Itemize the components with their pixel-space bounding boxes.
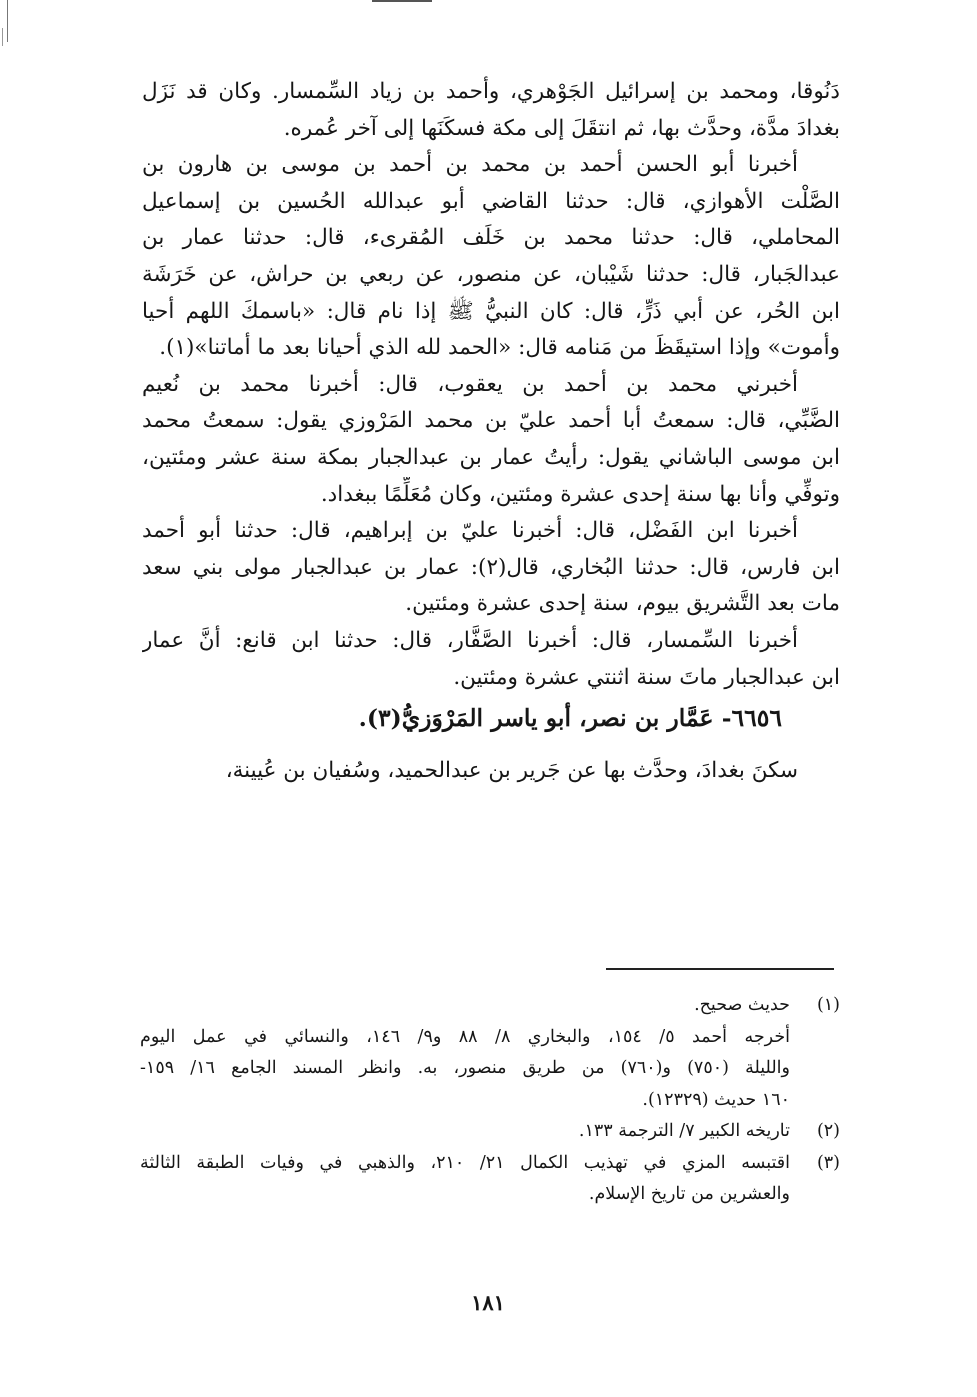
footnote-number: (١) bbox=[816, 995, 840, 1015]
text-line: ابن موسى الباشاني يقول: رأيتُ عمار بن عبدالجبار بمكة سنة عشر ومئتين، bbox=[142, 444, 840, 470]
footnote bbox=[140, 990, 840, 1116]
text-line: ابن فارس، قال: حدثنا البُخاري، قال(٢): عمار بن عبدالجبار مولى بني سعد bbox=[142, 554, 840, 580]
paragraph bbox=[142, 513, 840, 623]
footnote-separator bbox=[606, 968, 834, 970]
text-line: ابن عبدالجبار ماتَ سنة اثنتي عشرة ومئتين. bbox=[453, 664, 840, 690]
text-line: والليلة (٧٥٠) و(٧٦٠) من طريق منصور، به. وانظر المسند الجامع ١٦/ ١٥٩- bbox=[140, 1058, 790, 1078]
text-line: دَنُوقا، ومحمد بن إسرائيل الجَوْهري، وأحمد بن زياد السِّمسار. وكان قد نَزَل bbox=[142, 79, 840, 104]
text-line: أخبرنا ابن الفَضْل، قال: أخبرنا عليّ بن إبراهيم، قال: حدثنا أبو أحمد bbox=[142, 518, 798, 544]
text-line: المحاملي، قال: حدثنا محمد بن خَلَف المُقرىء، قال: حدثنا عمار بن bbox=[142, 225, 840, 251]
main-text bbox=[142, 74, 840, 789]
text-line: مات بعد التَّشريق بيوم، سنة إحدى عشرة ومئتين. bbox=[405, 591, 840, 617]
footnote bbox=[140, 1116, 840, 1148]
text-line: أخبرنا السِّمسار، قال: أخبرنا الصَّفَّار، قال: حدثنا ابن قانع: أنَّ عمار bbox=[142, 627, 798, 653]
footnote-number: (٢) bbox=[816, 1121, 840, 1141]
text-line: أخبرنا أبو الحسن أحمد بن محمد بن أحمد بن موسى بن هارون بن bbox=[142, 152, 798, 178]
footnote-text bbox=[140, 1148, 790, 1211]
text-line: اقتبسه المزي في تهذيب الكمال ٢١/ ٢١٠، والذهبي في وفيات الطبقة الثالثة bbox=[140, 1152, 790, 1173]
text-line: تاريخه الكبير ٧/ الترجمة ١٣٣. bbox=[578, 1121, 790, 1141]
text-line: الصَّلْت الأهوازي، قال: حدثنا القاضي أبو عبدالله الحُسين بن إسماعيل bbox=[142, 188, 840, 214]
text-line: عبدالجَبار، قال: حدثنا شَيْبان، عن منصور، عن ربعي بن حراش، عن خَرَشَة bbox=[142, 261, 840, 287]
paragraph bbox=[142, 74, 840, 147]
paragraph bbox=[142, 367, 840, 513]
footnote-text bbox=[140, 1116, 790, 1148]
text-line: الضَّبِّي، قال: سمعتُ أبا أحمد عليّ بن محمد المَرْوزي يقول: سمعتُ محمد bbox=[142, 408, 840, 434]
footnotes bbox=[140, 990, 840, 1211]
footnote-number: (٣) bbox=[816, 1152, 840, 1173]
footnote bbox=[140, 1148, 840, 1211]
text-line: سكنَ بغدادَ، وحدَّث بها عن جَرير بن عبدالحميد، وسُفيان بن عُيينة، bbox=[225, 757, 798, 783]
text-line: والعشرين من تاريخ الإسلام. bbox=[588, 1184, 790, 1204]
text-line: بغدادَ مدَّة، وحدَّث بها، ثم انتقَلَ إلى مكة فسكَنَها إلى آخر عُمره. bbox=[283, 115, 840, 141]
text-line: وأموت» وإذا استيقَظَ من مَنامه قال: «الحمد لله الذي أحيانا بعد ما أماتنا»(١). bbox=[159, 335, 840, 361]
scan-edge-mark bbox=[7, 0, 8, 42]
paragraph bbox=[142, 147, 840, 367]
text-line: أخبرني محمد بن أحمد بن يعقوب، قال: أخبرنا محمد بن نُعيم bbox=[142, 371, 798, 397]
text-line: ١٦٠ حديث (١٢٣٢٩). bbox=[642, 1089, 790, 1110]
paragraph bbox=[142, 623, 840, 696]
paragraph bbox=[142, 753, 840, 790]
scan-edge-mark bbox=[2, 28, 3, 46]
scan-edge-mark bbox=[372, 0, 432, 2]
text-line: وتوفِّي وأنا بها سنة إحدى عشرة ومئتين، وكان مُعَلِّمًا ببغداد. bbox=[320, 481, 840, 507]
text-line: حديث صحيح. bbox=[694, 995, 790, 1015]
footnote-text bbox=[140, 990, 790, 1116]
text-line: ابن الحُر، عن أبي ذَرٍّ، قال: كان النبيُّ ﷺ إذا نام قال: «باسمكَ اللهم أحيا bbox=[142, 298, 840, 324]
text-line: أخرجه أحمد ٥/ ١٥٤، والبخاري ٨/ ٨٨ و٩/ ١٤٦، والنسائي في عمل اليوم bbox=[140, 1026, 790, 1047]
page-number: ١٨١ bbox=[471, 1290, 505, 1315]
entry-heading: ٦٦٥٦- عَمَّار بن نصر، أبو ياسر المَرْوَزيُّ(٣). bbox=[358, 704, 782, 733]
